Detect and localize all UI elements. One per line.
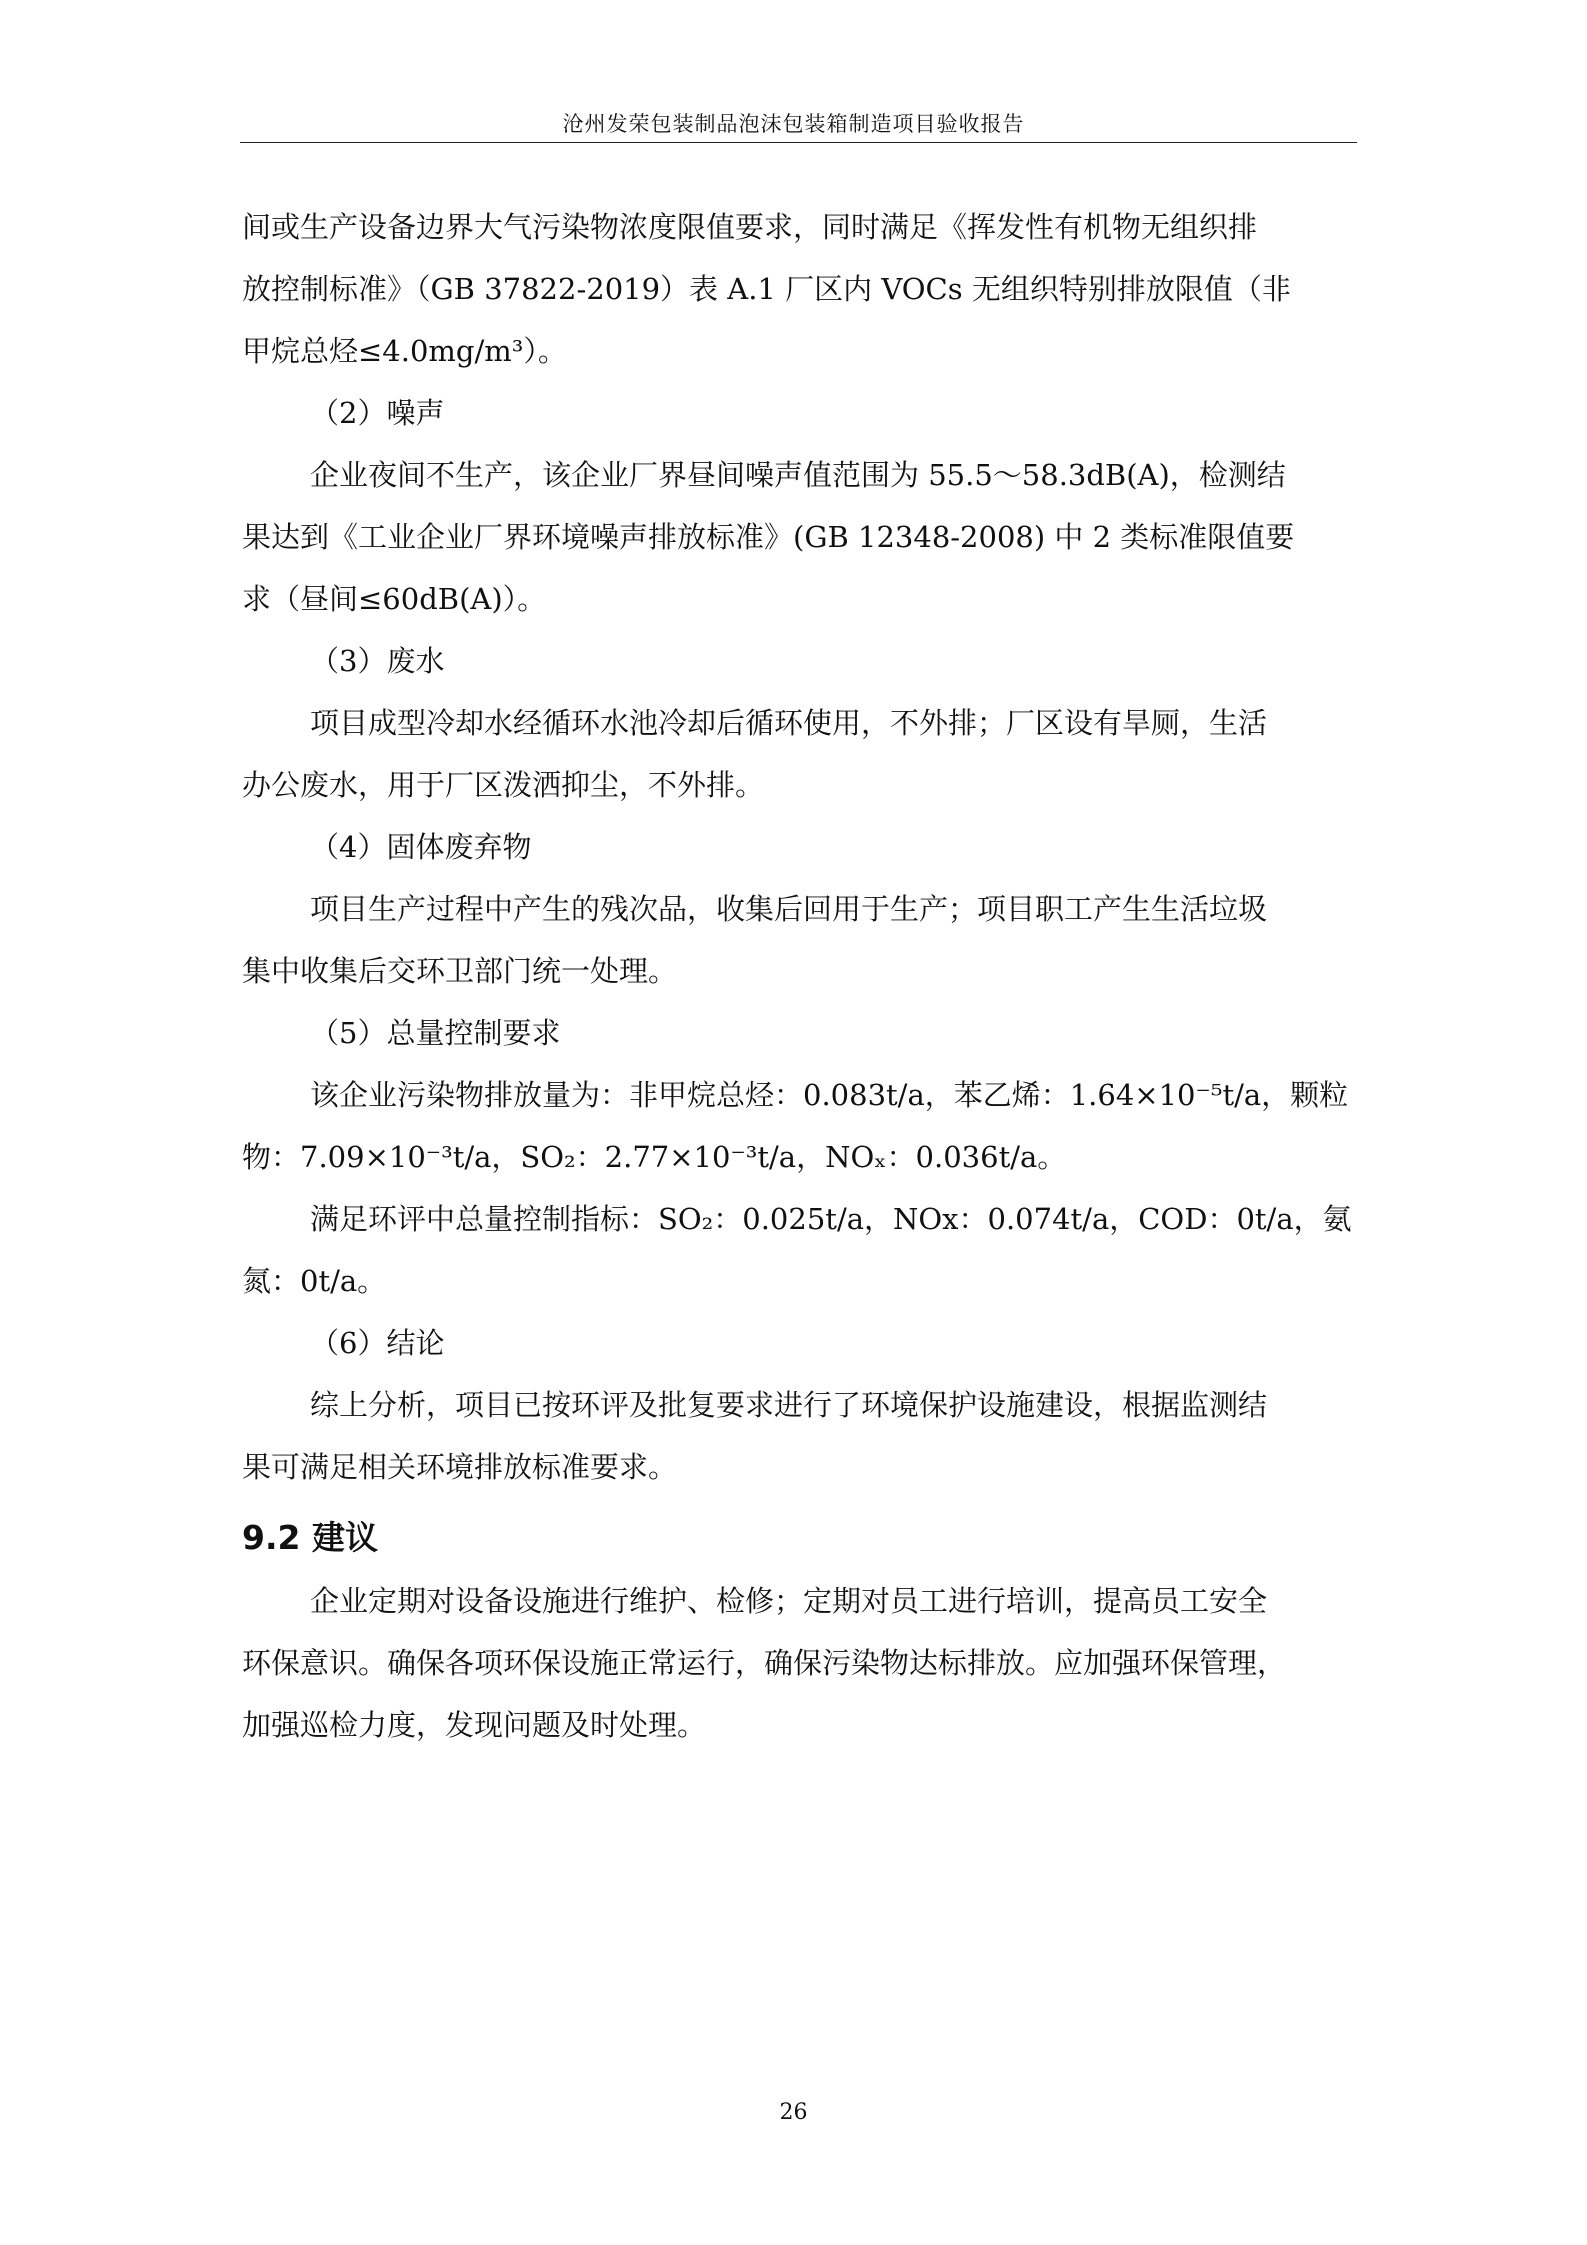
body-line: 求（昼间≤60dB(A)）。 <box>242 582 547 616</box>
page-number: 26 <box>779 2100 808 2125</box>
body-line: 集中收集后交环卫部门统一处理。 <box>242 954 678 988</box>
body-line: 满足环评中总量控制指标：SO₂：0.025t/a，NOx：0.074t/a，COD：0t/a，氨 <box>310 1202 1352 1236</box>
body-line: 物：7.09×10⁻³t/a，SO₂：2.77×10⁻³t/a，NOₓ：0.036t/a。 <box>242 1140 1067 1174</box>
body-line: 果可满足相关环境排放标准要求。 <box>242 1450 678 1484</box>
header-rule <box>240 142 1357 143</box>
subsection-heading-total-control: （5）总量控制要求 <box>310 1016 561 1050</box>
body-line: 企业夜间不生产，该企业厂界昼间噪声值范围为 55.5～58.3dB(A)，检测结 <box>310 458 1286 492</box>
page-header-title: 沧州发荣包装制品泡沫包装箱制造项目验收报告 <box>562 112 1025 136</box>
body-line: 综上分析，项目已按环评及批复要求进行了环境保护设施建设，根据监测结 <box>310 1388 1268 1422</box>
section-heading: 9.2 建议 <box>242 1518 378 1557</box>
body-line: 放控制标准》（GB 37822-2019）表 A.1 厂区内 VOCs 无组织特别排放限值（非 <box>242 272 1291 306</box>
body-line: 该企业污染物排放量为：非甲烷总烃：0.083t/a，苯乙烯：1.64×10⁻⁵t/a，颗粒 <box>310 1078 1349 1112</box>
subsection-heading-noise: （2）噪声 <box>310 396 445 430</box>
body-line: 办公废水，用于厂区泼洒抑尘，不外排。 <box>242 768 765 802</box>
subsection-heading-conclusion: （6）结论 <box>310 1326 445 1360</box>
body-line: 环保意识。确保各项环保设施正常运行，确保污染物达标排放。应加强环保管理， <box>242 1646 1287 1680</box>
body-line: 氮：0t/a。 <box>242 1264 387 1298</box>
body-line: 项目成型冷却水经循环水池冷却后循环使用，不外排；厂区设有旱厕，生活 <box>310 706 1268 740</box>
subsection-heading-wastewater: （3）废水 <box>310 644 445 678</box>
body-line: 企业定期对设备设施进行维护、检修；定期对员工进行培训，提高员工安全 <box>310 1584 1268 1618</box>
body-line: 项目生产过程中产生的残次品，收集后回用于生产；项目职工产生生活垃圾 <box>310 892 1268 926</box>
body-line: 间或生产设备边界大气污染物浓度限值要求，同时满足《挥发性有机物无组织排 <box>242 210 1258 244</box>
body-line: 果达到《工业企业厂界环境噪声排放标准》(GB 12348-2008) 中 2 类标准限值要 <box>242 520 1295 554</box>
body-line: 加强巡检力度，发现问题及时处理。 <box>242 1708 707 1742</box>
body-line: 甲烷总烃≤4.0mg/m³）。 <box>242 334 567 368</box>
subsection-heading-solid-waste: （4）固体废弃物 <box>310 830 532 864</box>
